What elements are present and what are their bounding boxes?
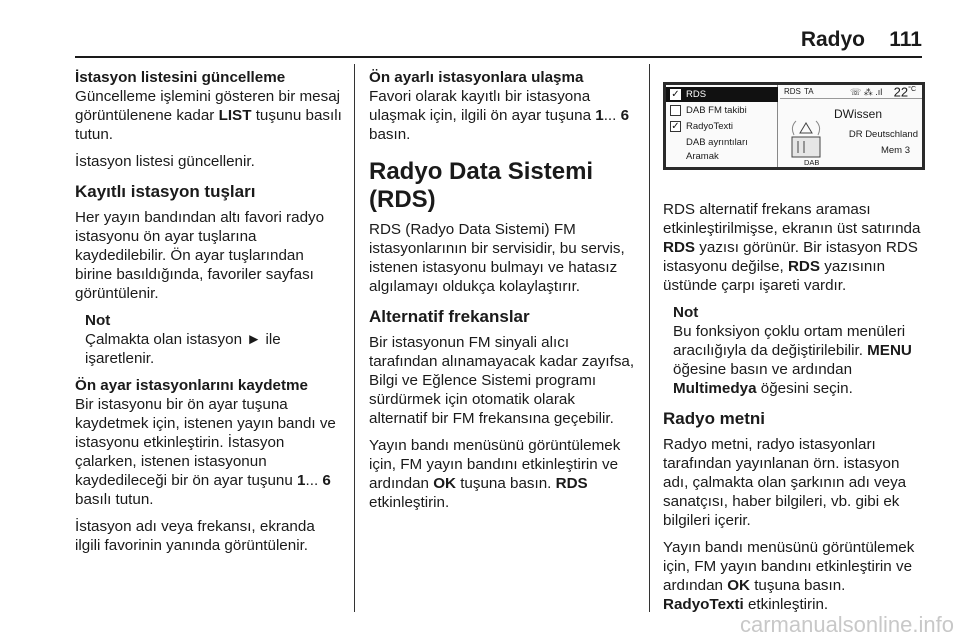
menu-item-rds: ✓ RDS xyxy=(666,87,778,102)
note-box xyxy=(85,311,343,368)
menu-item-search: Aramak xyxy=(686,151,719,162)
status-bar xyxy=(780,85,922,99)
status-ta: TA xyxy=(804,87,814,96)
paragraph: RDS (Radyo Data Sistemi) FM istasyonlarının bir servisidir, bu servis, istenen istasyonu bulmayı ve hatasız algılamayı oldukça kolaylaştırır. xyxy=(369,221,625,295)
note-text: Bu fonksiyon çoklu ortam menüleri aracılığıyla da değiştirilebilir. MENU öğesine basın ve ardından Multimedya öğesini seçin. xyxy=(673,323,912,397)
header-divider xyxy=(75,56,922,58)
station-name: DWissen xyxy=(834,107,883,121)
section-heading-rds: Radyo Data Sistemi (RDS) xyxy=(369,158,594,213)
program-name: DR Deutschland xyxy=(848,129,918,140)
watermark: carmanualsonline.info xyxy=(739,612,954,637)
column-1 xyxy=(75,68,343,563)
paragraph: Bir istasyonu bir ön ayar tuşuna kaydetmek için, istenen yayın bandı ve istasyonu etkinleştirin. İstasyon çalarken, istenen istasyonun kaydedileceği bir ön ayar tuşunu 1... 6 basılı tutun. xyxy=(75,396,336,508)
paragraph: Güncelleme işlemini gösteren bir mesaj görüntülenene kadar LIST tuşunu basılı tutun. xyxy=(75,88,342,143)
radio-display xyxy=(780,85,922,167)
memory-slot: Mem 3 xyxy=(880,145,910,156)
note-box xyxy=(673,303,925,398)
paragraph: Yayın bandı menüsünü görüntülemek için, FM yayın bandını etkinleştirin ve ardından OK tuşuna basın. RadyoTexti etkinleştirin. xyxy=(663,539,915,613)
menu-item-radiotext: ✓ RadyoTexti xyxy=(671,121,733,132)
note-title: Not xyxy=(673,304,699,321)
column-3 xyxy=(663,68,925,622)
column-divider-1 xyxy=(354,64,355,612)
signal-icon: ☏ ⁂ .ıl xyxy=(850,87,883,97)
checkbox-icon xyxy=(670,105,681,116)
paragraph: Radyo metni, radyo istasyonları tarafından yayınlanan örn. istasyon adı, çalmakta olan şarkının adı veya sanatçısı, haber bilgileri, vb. gibi ek bilgileri içerir. xyxy=(663,436,907,529)
page-header xyxy=(0,0,960,60)
paragraph: Her yayın bandından altı favori radyo istasyonu ön ayar tuşlarına kaydedilebilir. Ön ayar tuşlarından birine basıldığında, favoriler sayfası görüntülenir. xyxy=(75,209,325,302)
column-divider-2 xyxy=(649,64,650,612)
menu-item-dab-details: DAB ayrıntıları xyxy=(686,137,748,148)
rds-menu xyxy=(666,85,778,167)
status-rds: RDS xyxy=(784,87,801,96)
checkbox-icon: ✓ xyxy=(671,121,680,132)
paragraph: Bir istasyonun FM sinyali alıcı tarafından alınamayacak kadar zayıfsa, Bilgi ve Eğlence Sistemi programı sürdürmek için otomatik olarak alternatif bir FM frekansına geçebilir. xyxy=(369,334,635,427)
checkbox-icon: ✓ xyxy=(671,89,680,100)
temperature: $22^{^\circ C}$ xyxy=(893,84,916,100)
rds-screen-illustration xyxy=(663,82,925,170)
menu-item-dab-fm: DAB FM takibi xyxy=(666,103,778,118)
paragraph: RDS alternatif frekans araması etkinleştirilmişse, ekranın üst satırında RDS yazısı görünür. Bir istasyon RDS istasyonu değilse, RDS yazısının üstünde çarpı işareti vardır. xyxy=(663,201,921,294)
section-title-radio-text: Radyo metni xyxy=(663,409,766,428)
column-2 xyxy=(369,68,635,520)
note-text: Çalmakta olan istasyon ► ile işaretlenir. xyxy=(85,331,281,367)
section-title-access-presets: Ön ayarlı istasyonlara ulaşma xyxy=(369,69,584,86)
section-title-alt-frequencies: Alternatif frekanslar xyxy=(369,307,530,326)
paragraph: Yayın bandı menüsünü görüntülemek için, FM yayın bandını etkinleştirin ve ardından OK tuşuna basın. RDS etkinleştirin. xyxy=(369,437,621,511)
paragraph: İstasyon adı veya frekansı, ekranda ilgili favorinin yanında görüntülenir. xyxy=(75,518,315,554)
dab-label: DAB xyxy=(804,158,820,167)
paragraph: İstasyon listesi güncellenir. xyxy=(75,153,255,170)
section-title-update-list: İstasyon listesini güncelleme xyxy=(75,69,286,86)
note-title: Not xyxy=(85,312,111,329)
section-title-save-presets: Ön ayar istasyonlarını kaydetme xyxy=(75,377,308,394)
chapter-title: Radyo xyxy=(800,28,865,51)
paragraph: Favori olarak kayıtlı bir istasyona ulaşmak için, ilgili ön ayar tuşuna 1... 6 basın. xyxy=(369,88,630,143)
section-title-preset-buttons: Kayıtlı istasyon tuşları xyxy=(75,182,256,201)
page-number: 111 xyxy=(889,28,922,51)
